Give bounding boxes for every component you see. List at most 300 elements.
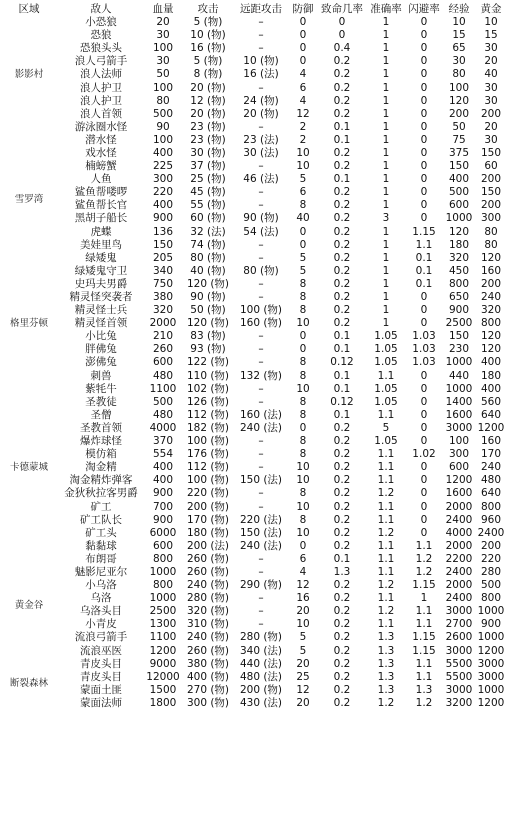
gold-cell: 960 xyxy=(480,513,502,526)
dodge-cell: 1.02 xyxy=(412,448,436,461)
crit-chance-cell: 0.2 xyxy=(333,225,351,238)
enemy-name-cell: 戏水怪 xyxy=(85,146,117,159)
dodge-cell: 1.1 xyxy=(415,539,433,552)
attack-cell: 102 (物) xyxy=(186,382,230,395)
defense-cell: 8 xyxy=(299,435,307,448)
defense-cell: 40 xyxy=(296,212,310,225)
dodge-cell: 1.03 xyxy=(412,343,436,356)
attack-cell: 240 (物) xyxy=(186,579,230,592)
table-row xyxy=(0,409,506,422)
accuracy-cell: 1 xyxy=(382,186,390,199)
hp-cell: 9000 xyxy=(149,657,177,670)
ranged-attack-cell: 30 (法) xyxy=(243,146,279,159)
exp-cell: 2000 xyxy=(445,539,473,552)
enemy-name-cell: 矿工 xyxy=(90,500,112,513)
table-row xyxy=(0,370,506,383)
crit-chance-cell: 0.1 xyxy=(333,120,351,133)
ranged-attack-cell: – xyxy=(258,565,264,578)
accuracy-cell: 1 xyxy=(382,291,390,304)
gold-cell: 120 xyxy=(480,343,502,356)
exp-cell: 1000 xyxy=(445,356,473,369)
crit-chance-cell: 0.1 xyxy=(333,369,351,382)
hp-cell: 700 xyxy=(152,500,174,513)
crit-chance-cell: 0.2 xyxy=(333,487,351,500)
gold-cell: 30 xyxy=(484,42,498,55)
exp-cell: 3000 xyxy=(445,421,473,434)
accuracy-cell: 1.05 xyxy=(374,435,398,448)
crit-chance-cell: 0.12 xyxy=(330,395,354,408)
accuracy-cell: 1 xyxy=(382,16,390,29)
crit-chance-cell: 0.2 xyxy=(333,212,351,225)
ranged-attack-cell: – xyxy=(258,382,264,395)
exp-cell: 2700 xyxy=(445,618,473,631)
exp-cell: 500 xyxy=(448,186,470,199)
gold-cell: 2400 xyxy=(477,526,505,539)
ranged-attack-cell: 10 (物) xyxy=(243,55,279,68)
table-row xyxy=(0,422,506,435)
ranged-attack-cell: – xyxy=(258,487,264,500)
accuracy-cell: 1.05 xyxy=(374,382,398,395)
gold-cell: 200 xyxy=(480,277,502,290)
enemy-name-cell: 矿工队长 xyxy=(80,513,122,526)
hp-cell: 400 xyxy=(152,474,174,487)
dodge-cell: 0 xyxy=(420,107,428,120)
accuracy-cell: 1.1 xyxy=(377,461,395,474)
gold-cell: 160 xyxy=(480,435,502,448)
exp-cell: 5500 xyxy=(445,670,473,683)
attack-cell: 180 (物) xyxy=(186,526,230,539)
defense-cell: 10 xyxy=(296,474,310,487)
gold-cell: 20 xyxy=(484,120,498,133)
exp-cell: 30 xyxy=(452,55,466,68)
header-ranged-attack: 远距攻击 xyxy=(240,2,282,15)
dodge-cell: 1.1 xyxy=(415,670,433,683)
hp-cell: 400 xyxy=(152,146,174,159)
defense-cell: 5 xyxy=(299,173,307,186)
dodge-cell: 0 xyxy=(420,487,428,500)
defense-cell: 10 xyxy=(296,146,310,159)
header-crit-chance: 致命几率 xyxy=(321,2,363,15)
gold-cell: 1000 xyxy=(477,631,505,644)
gold-cell: 160 xyxy=(480,264,502,277)
hp-cell: 1800 xyxy=(149,696,177,709)
ranged-attack-cell: – xyxy=(258,435,264,448)
defense-cell: 0 xyxy=(299,539,307,552)
enemy-name-cell: 圣僧 xyxy=(90,408,112,421)
hp-cell: 1100 xyxy=(149,631,177,644)
table-row xyxy=(0,592,506,605)
enemy-name-cell: 青皮头目 xyxy=(80,670,122,683)
crit-chance-cell: 0.2 xyxy=(333,631,351,644)
gold-cell: 1200 xyxy=(477,696,505,709)
table-row xyxy=(0,383,506,396)
hp-cell: 380 xyxy=(152,291,174,304)
exp-cell: 120 xyxy=(448,225,470,238)
ranged-attack-cell: 80 (物) xyxy=(243,264,279,277)
accuracy-cell: 1 xyxy=(382,264,390,277)
attack-cell: 310 (物) xyxy=(186,618,230,631)
enemy-name-cell: 浪人法师 xyxy=(80,68,122,81)
dodge-cell: 0 xyxy=(420,500,428,513)
crit-chance-cell: 0.1 xyxy=(333,330,351,343)
enemy-name-cell: 乌洛 xyxy=(90,592,112,605)
dodge-cell: 0 xyxy=(420,186,428,199)
attack-cell: 23 (物) xyxy=(190,133,226,146)
hp-cell: 260 xyxy=(152,343,174,356)
ranged-attack-cell: 220 (法) xyxy=(239,513,283,526)
gold-cell: 200 xyxy=(480,539,502,552)
exp-cell: 4000 xyxy=(445,526,473,539)
gold-cell: 170 xyxy=(480,448,502,461)
exp-cell: 400 xyxy=(448,173,470,186)
exp-cell: 300 xyxy=(448,448,470,461)
hp-cell: 50 xyxy=(156,68,170,81)
hp-cell: 480 xyxy=(152,369,174,382)
enemy-name-cell: 绿矮鬼守卫 xyxy=(74,264,128,277)
crit-chance-cell: 0.2 xyxy=(333,618,351,631)
dodge-cell: 0 xyxy=(420,29,428,42)
hp-cell: 2000 xyxy=(149,317,177,330)
crit-chance-cell: 0.2 xyxy=(333,539,351,552)
gold-cell: 240 xyxy=(480,461,502,474)
accuracy-cell: 1 xyxy=(382,42,390,55)
dodge-cell: 1.15 xyxy=(412,644,436,657)
table-row xyxy=(0,540,506,553)
dodge-cell: 1.1 xyxy=(415,605,433,618)
enemy-name-cell: 潜水怪 xyxy=(85,133,117,146)
exp-cell: 3000 xyxy=(445,683,473,696)
table-row xyxy=(0,55,506,68)
exp-cell: 2000 xyxy=(445,579,473,592)
attack-cell: 40 (物) xyxy=(190,264,226,277)
attack-cell: 122 (物) xyxy=(186,356,230,369)
crit-chance-cell: 0.2 xyxy=(333,94,351,107)
crit-chance-cell: 0.2 xyxy=(333,605,351,618)
gold-cell: 800 xyxy=(480,592,502,605)
defense-cell: 8 xyxy=(299,395,307,408)
region-name: 影影村 xyxy=(14,69,44,81)
table-row xyxy=(0,343,506,356)
gold-cell: 900 xyxy=(480,618,502,631)
defense-cell: 8 xyxy=(299,448,307,461)
dodge-cell: 1.3 xyxy=(415,683,433,696)
exp-cell: 3000 xyxy=(445,605,473,618)
enemy-name-cell: 布朗哥 xyxy=(85,552,117,565)
defense-cell: 6 xyxy=(299,186,307,199)
gold-cell: 200 xyxy=(480,107,502,120)
enemy-name-cell: 恐狼 xyxy=(90,29,112,42)
table-row xyxy=(0,514,506,527)
attack-cell: 50 (物) xyxy=(190,304,226,317)
attack-cell: 16 (物) xyxy=(190,42,226,55)
enemy-name-cell: 胖佛兔 xyxy=(85,343,117,356)
hp-cell: 900 xyxy=(152,513,174,526)
hp-cell: 30 xyxy=(156,55,170,68)
defense-cell: 0 xyxy=(299,16,307,29)
table-row xyxy=(0,461,506,474)
hp-cell: 400 xyxy=(152,199,174,212)
attack-cell: 320 (物) xyxy=(186,605,230,618)
enemy-name-cell: 恐狼头头 xyxy=(80,42,122,55)
attack-cell: 93 (物) xyxy=(190,343,226,356)
attack-cell: 300 (物) xyxy=(186,696,230,709)
attack-cell: 270 (物) xyxy=(186,683,230,696)
ranged-attack-cell: 24 (物) xyxy=(243,94,279,107)
crit-chance-cell: 0.12 xyxy=(330,356,354,369)
hp-cell: 480 xyxy=(152,408,174,421)
hp-cell: 30 xyxy=(156,29,170,42)
exp-cell: 2400 xyxy=(445,513,473,526)
exp-cell: 65 xyxy=(452,42,466,55)
dodge-cell: 1.03 xyxy=(412,330,436,343)
dodge-cell: 0 xyxy=(420,291,428,304)
enemy-name-cell: 澎佛兔 xyxy=(85,356,117,369)
exp-cell: 50 xyxy=(452,120,466,133)
exp-cell: 2400 xyxy=(445,592,473,605)
defense-cell: 0 xyxy=(299,55,307,68)
accuracy-cell: 1.2 xyxy=(377,696,395,709)
hp-cell: 320 xyxy=(152,304,174,317)
crit-chance-cell: 0.2 xyxy=(333,317,351,330)
dodge-cell: 0 xyxy=(420,435,428,448)
accuracy-cell: 1.2 xyxy=(377,487,395,500)
crit-chance-cell: 0.2 xyxy=(333,644,351,657)
hp-cell: 1500 xyxy=(149,683,177,696)
hp-cell: 1100 xyxy=(149,382,177,395)
header-dodge: 闪避率 xyxy=(408,2,440,15)
attack-cell: 120 (物) xyxy=(186,277,230,290)
exp-cell: 3200 xyxy=(445,696,473,709)
hp-cell: 136 xyxy=(152,225,174,238)
gold-cell: 30 xyxy=(484,81,498,94)
table-row xyxy=(0,29,506,42)
hp-cell: 100 xyxy=(152,81,174,94)
gold-cell: 220 xyxy=(480,552,502,565)
header-exp: 经验 xyxy=(448,2,470,15)
gold-cell: 30 xyxy=(484,94,498,107)
exp-cell: 320 xyxy=(448,251,470,264)
region-name: 断裂森林 xyxy=(9,678,48,690)
defense-cell: 5 xyxy=(299,264,307,277)
dodge-cell: 1.1 xyxy=(415,238,433,251)
dodge-cell: 1.1 xyxy=(415,657,433,670)
hp-cell: 500 xyxy=(152,395,174,408)
attack-cell: 12 (物) xyxy=(190,94,226,107)
header-defense: 防御 xyxy=(292,2,314,15)
defense-cell: 0 xyxy=(299,225,307,238)
exp-cell: 230 xyxy=(448,343,470,356)
dodge-cell: 0 xyxy=(420,369,428,382)
defense-cell: 5 xyxy=(299,631,307,644)
defense-cell: 8 xyxy=(299,369,307,382)
hp-cell: 210 xyxy=(152,330,174,343)
hp-cell: 800 xyxy=(152,552,174,565)
accuracy-cell: 1.1 xyxy=(377,592,395,605)
accuracy-cell: 1 xyxy=(382,81,390,94)
ranged-attack-cell: – xyxy=(258,330,264,343)
ranged-attack-cell: – xyxy=(258,251,264,264)
accuracy-cell: 1.05 xyxy=(374,356,398,369)
attack-cell: 83 (物) xyxy=(190,330,226,343)
exp-cell: 2000 xyxy=(445,500,473,513)
crit-chance-cell: 0.2 xyxy=(333,435,351,448)
accuracy-cell: 1.1 xyxy=(377,369,395,382)
ranged-attack-cell: 90 (物) xyxy=(243,212,279,225)
gold-cell: 400 xyxy=(480,382,502,395)
accuracy-cell: 1.2 xyxy=(377,526,395,539)
defense-cell: 10 xyxy=(296,526,310,539)
gold-cell: 1200 xyxy=(477,421,505,434)
defense-cell: 0 xyxy=(299,330,307,343)
dodge-cell: 0 xyxy=(420,173,428,186)
dodge-cell: 0 xyxy=(420,133,428,146)
hp-cell: 150 xyxy=(152,238,174,251)
accuracy-cell: 1 xyxy=(382,304,390,317)
crit-chance-cell: 0.4 xyxy=(333,42,351,55)
gold-cell: 320 xyxy=(480,304,502,317)
defense-cell: 8 xyxy=(299,356,307,369)
region-name: 格里芬顿 xyxy=(9,318,48,330)
hp-cell: 340 xyxy=(152,264,174,277)
gold-cell: 300 xyxy=(480,212,502,225)
crit-chance-cell: 0.1 xyxy=(333,133,351,146)
header-region: 区域 xyxy=(18,2,40,15)
dodge-cell: 0 xyxy=(420,55,428,68)
table-row xyxy=(0,658,506,671)
attack-cell: 100 (物) xyxy=(186,435,230,448)
ranged-attack-cell: 54 (法) xyxy=(243,225,279,238)
ranged-attack-cell: – xyxy=(258,120,264,133)
hp-cell: 750 xyxy=(152,277,174,290)
gold-cell: 40 xyxy=(484,68,498,81)
table-row xyxy=(0,487,506,500)
attack-cell: 110 (物) xyxy=(186,369,230,382)
hp-cell: 220 xyxy=(152,186,174,199)
ranged-attack-cell: – xyxy=(258,291,264,304)
gold-cell: 1000 xyxy=(477,605,505,618)
ranged-attack-cell: 20 (物) xyxy=(243,107,279,120)
table-row xyxy=(0,278,506,291)
defense-cell: 12 xyxy=(296,107,310,120)
enemy-name-cell: 圣教徒 xyxy=(85,395,117,408)
gold-cell: 480 xyxy=(480,474,502,487)
enemy-name-cell: 小青皮 xyxy=(85,618,117,631)
table-row xyxy=(0,121,506,134)
hp-cell: 1200 xyxy=(149,644,177,657)
crit-chance-cell: 0.1 xyxy=(333,382,351,395)
exp-cell: 600 xyxy=(448,461,470,474)
gold-cell: 180 xyxy=(480,369,502,382)
gold-cell: 120 xyxy=(480,330,502,343)
accuracy-cell: 5 xyxy=(382,421,390,434)
enemy-name-cell: 刺兽 xyxy=(90,369,112,382)
enemy-name-cell: 淘金精炸弹客 xyxy=(69,474,133,487)
crit-chance-cell: 0.2 xyxy=(333,526,351,539)
attack-cell: 200 (法) xyxy=(186,539,230,552)
table-row xyxy=(0,645,506,658)
accuracy-cell: 1 xyxy=(382,94,390,107)
hp-cell: 2500 xyxy=(149,605,177,618)
defense-cell: 10 xyxy=(296,500,310,513)
defense-cell: 20 xyxy=(296,657,310,670)
dodge-cell: 0 xyxy=(420,42,428,55)
gold-cell: 800 xyxy=(480,317,502,330)
exp-cell: 200 xyxy=(448,107,470,120)
attack-cell: 120 (物) xyxy=(186,317,230,330)
ranged-attack-cell: 240 (法) xyxy=(239,421,283,434)
hp-cell: 20 xyxy=(156,16,170,29)
enemy-name-cell: 美娃里鸟 xyxy=(80,238,122,251)
accuracy-cell: 1 xyxy=(382,55,390,68)
hp-cell: 800 xyxy=(152,579,174,592)
gold-cell: 200 xyxy=(480,173,502,186)
enemy-name-cell: 青皮头目 xyxy=(80,657,122,670)
attack-cell: 380 (物) xyxy=(186,657,230,670)
exp-cell: 80 xyxy=(452,68,466,81)
defense-cell: 0 xyxy=(299,343,307,356)
crit-chance-cell: 0.2 xyxy=(333,81,351,94)
ranged-attack-cell: – xyxy=(258,81,264,94)
gold-cell: 15 xyxy=(484,29,498,42)
crit-chance-cell: 0.2 xyxy=(333,579,351,592)
defense-cell: 6 xyxy=(299,81,307,94)
gold-cell: 80 xyxy=(484,225,498,238)
enemy-name-cell: 浪人弓箭手 xyxy=(74,55,128,68)
dodge-cell: 1.1 xyxy=(415,618,433,631)
accuracy-cell: 1 xyxy=(382,160,390,173)
gold-cell: 30 xyxy=(484,133,498,146)
hp-cell: 100 xyxy=(152,42,174,55)
hp-cell: 1000 xyxy=(149,592,177,605)
attack-cell: 20 (物) xyxy=(190,81,226,94)
hp-cell: 1300 xyxy=(149,618,177,631)
table-row xyxy=(0,500,506,513)
ranged-attack-cell: – xyxy=(258,552,264,565)
attack-cell: 5 (物) xyxy=(193,16,223,29)
hp-cell: 370 xyxy=(152,435,174,448)
attack-cell: 8 (物) xyxy=(193,68,223,81)
accuracy-cell: 1 xyxy=(382,120,390,133)
hp-cell: 1000 xyxy=(149,565,177,578)
enemy-name-cell: 人鱼 xyxy=(90,173,112,186)
exp-cell: 10 xyxy=(452,16,466,29)
gold-cell: 3000 xyxy=(477,657,505,670)
exp-cell: 15 xyxy=(452,29,466,42)
table-row xyxy=(0,304,506,317)
hp-cell: 80 xyxy=(156,94,170,107)
dodge-cell: 0 xyxy=(420,421,428,434)
table-row xyxy=(0,435,506,448)
crit-chance-cell: 0.2 xyxy=(333,513,351,526)
accuracy-cell: 1.2 xyxy=(377,579,395,592)
enemy-name-cell: 鲨鱼帮长官 xyxy=(74,199,128,212)
accuracy-cell: 1.3 xyxy=(377,683,395,696)
exp-cell: 100 xyxy=(448,435,470,448)
exp-cell: 1200 xyxy=(445,474,473,487)
defense-cell: 2 xyxy=(299,133,307,146)
attack-cell: 200 (物) xyxy=(186,500,230,513)
table-row xyxy=(0,252,506,265)
ranged-attack-cell: 160 (法) xyxy=(239,408,283,421)
enemy-name-cell: 史玛夫男爵 xyxy=(74,277,128,290)
defense-cell: 0 xyxy=(299,29,307,42)
exp-cell: 1000 xyxy=(445,212,473,225)
defense-cell: 8 xyxy=(299,408,307,421)
enemy-name-cell: 小乌洛 xyxy=(85,579,117,592)
dodge-cell: 0 xyxy=(420,199,428,212)
ranged-attack-cell: – xyxy=(258,199,264,212)
ranged-attack-cell: 340 (法) xyxy=(239,644,283,657)
